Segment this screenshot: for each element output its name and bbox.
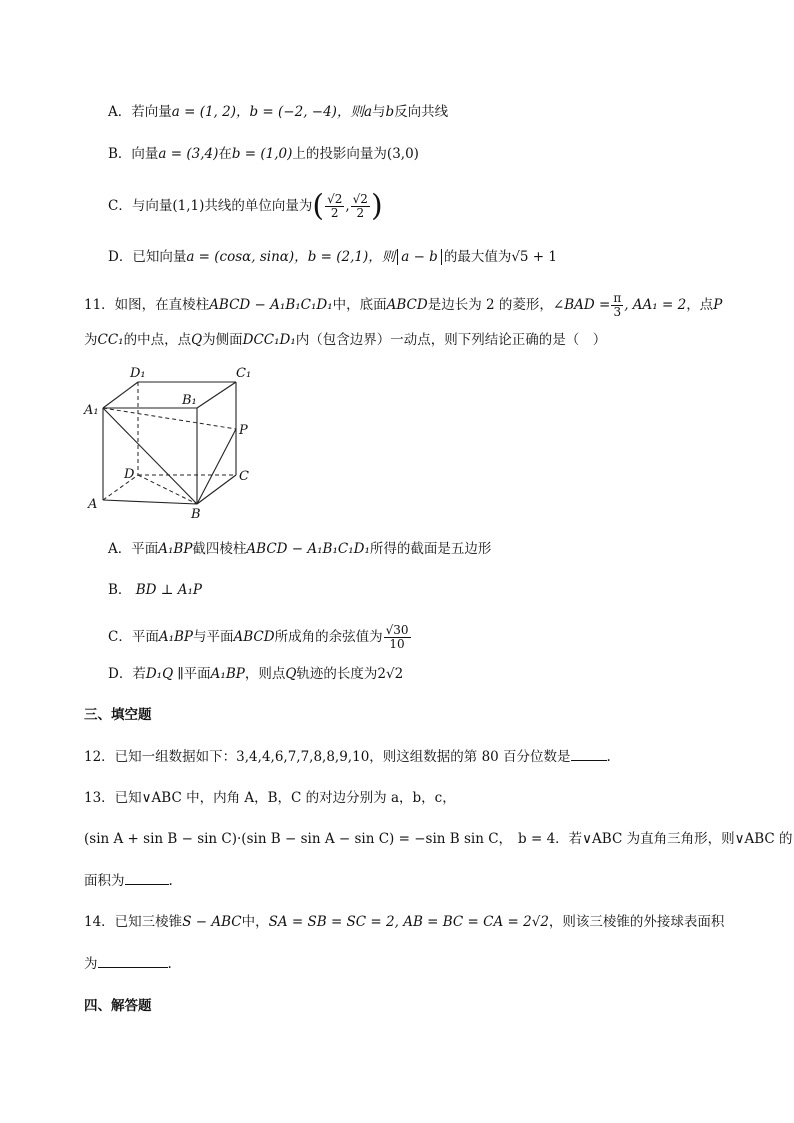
abs-value: a − b	[397, 249, 442, 265]
text: 向量	[131, 146, 159, 162]
text: 共线的单位向量为	[204, 198, 313, 214]
option-label: A．	[108, 541, 132, 557]
q13-line1: 13．已知∨ABC 中，内角 A，B，C 的对边分别为 a，b，c，	[84, 790, 456, 806]
fraction	[351, 193, 370, 220]
math: (sin A + sin B − sin C)·(sin B − sin A − sin C) = −sin B sin C，	[84, 831, 513, 847]
text: .	[167, 956, 172, 972]
text: ，点	[686, 297, 714, 313]
math: (1,1)	[172, 198, 205, 214]
math: b = 4．	[518, 831, 569, 847]
math: Q	[285, 666, 297, 682]
option-label: D．	[108, 249, 133, 265]
text: 与	[372, 104, 386, 120]
math: (3,0)	[386, 146, 419, 162]
text: 平面	[131, 541, 159, 557]
text: 为	[84, 332, 98, 348]
text: 平面	[131, 629, 159, 645]
fraction	[611, 292, 623, 319]
text: 面积为	[84, 873, 125, 889]
math: A₁BP	[158, 629, 194, 645]
math: A₁BP	[158, 541, 193, 557]
prism-figure	[80, 362, 260, 522]
fraction	[325, 193, 344, 220]
paren-left: (	[312, 188, 325, 224]
label-d1: D₁	[130, 366, 146, 381]
math: P	[713, 297, 723, 313]
text: 中，	[241, 914, 269, 930]
math: b = (2,1)，则	[307, 249, 396, 265]
segment-b-p	[197, 429, 236, 504]
denominator: 10	[389, 637, 405, 651]
answer-blank[interactable]	[125, 872, 169, 885]
math: , AA₁ = 2	[624, 297, 687, 313]
option-label: B．	[108, 582, 132, 598]
math: a = (cosα, sinα)，	[186, 249, 308, 265]
math: D₁Q ∥	[145, 666, 184, 682]
edge-a1-d1	[103, 382, 138, 408]
math: b	[385, 104, 395, 120]
label-a1: A₁	[84, 403, 99, 418]
segment-a1-p-hidden	[103, 408, 236, 429]
text: 若向量	[131, 104, 172, 120]
text: .	[606, 749, 611, 765]
label-c: C	[239, 469, 249, 484]
math: b = (1,0)	[231, 146, 293, 162]
answer-blank[interactable]	[571, 748, 607, 761]
text: 在	[218, 146, 232, 162]
math: A₁BP	[210, 666, 245, 682]
edge-c1-b1	[197, 382, 236, 408]
label-b: B	[191, 507, 201, 522]
comma: ,	[345, 198, 350, 214]
math: ABCD − A₁B₁C₁D₁	[209, 297, 333, 313]
label-c1: C₁	[236, 366, 252, 381]
section-heading-solutions: 四、解答题	[84, 998, 152, 1014]
q14-line2	[84, 954, 172, 974]
text: 所成角的余弦值为	[274, 629, 383, 645]
q13-line2	[84, 829, 793, 849]
denominator: 3	[613, 305, 622, 319]
text: 与向量	[131, 198, 173, 214]
math: Q	[191, 332, 203, 348]
text: 轨迹的长度为	[296, 666, 378, 682]
math: DCC₁D₁	[242, 332, 296, 348]
math: ABCD	[386, 297, 428, 313]
option-label: C．	[108, 629, 132, 645]
math: S − ABC	[182, 914, 242, 930]
option-label: A．	[108, 104, 132, 120]
text: 为侧面	[202, 332, 243, 348]
option-label: D．	[108, 666, 133, 682]
text: 若	[132, 666, 146, 682]
math: a = (1, 2)，	[171, 104, 250, 120]
math: CC₁	[97, 332, 124, 348]
numerator: √2	[327, 192, 343, 206]
text: 截四棱柱	[192, 541, 247, 557]
label-b1: B₁	[182, 393, 197, 408]
option-label: B．	[108, 146, 132, 162]
text: 反向共线	[394, 104, 449, 120]
question-text: 12．已知一组数据如下：3,4,4,6,7,7,8,8,9,10，则这组数据的第 80 百分位数是	[84, 749, 571, 765]
denominator: 2	[356, 206, 365, 220]
text: 已知向量	[132, 249, 187, 265]
numerator: √2	[352, 192, 368, 206]
q10-option-a	[108, 102, 448, 122]
math: 2√2	[377, 666, 404, 682]
section-heading-fill-in: 三、填空题	[84, 707, 152, 723]
math: ABCD	[233, 629, 275, 645]
q11-option-a	[108, 539, 491, 559]
q11-option-c	[108, 620, 412, 654]
numerator: √30	[385, 623, 409, 637]
math: ∠BAD =	[552, 297, 611, 313]
q11-option-d	[108, 664, 403, 684]
text: 上的投影向量为	[292, 146, 387, 162]
segment-d-b-hidden	[138, 475, 197, 504]
math: a = (3,4)	[158, 146, 219, 162]
q13-line3	[84, 871, 173, 891]
q10-option-d	[108, 247, 557, 267]
q10-option-c	[108, 187, 383, 225]
math: SA = SB = SC = 2, AB = BC = CA = 2√2	[268, 914, 549, 930]
text: 的中点，点	[123, 332, 192, 348]
text: ，则该三棱锥的外接球表面积	[548, 914, 725, 930]
text: 的最大值为	[443, 249, 512, 265]
text: 平面	[183, 666, 211, 682]
text: .	[168, 873, 173, 889]
q10-option-b	[108, 144, 419, 164]
text: 所得的截面是五边形	[369, 541, 492, 557]
text: 与平面	[193, 629, 234, 645]
label-a: A	[88, 497, 98, 512]
q11-line1	[84, 288, 722, 322]
math: b = (−2, −4)，则	[249, 104, 364, 120]
q11-line2	[84, 330, 606, 350]
denominator: 2	[330, 206, 339, 220]
fraction	[384, 624, 411, 651]
q14-line1	[84, 912, 724, 932]
text: 11．如图，在直棱柱	[84, 297, 210, 313]
option-label: C．	[108, 198, 132, 214]
q11-option-b	[108, 580, 202, 600]
edge-a-b	[103, 500, 197, 504]
text: 中，底面	[332, 297, 387, 313]
text: 是边长为 2 的菱形，	[427, 297, 553, 313]
text: 若∨ABC 为直角三角形，则∨ABC 的	[568, 831, 793, 847]
math: ABCD − A₁B₁C₁D₁	[246, 541, 370, 557]
paren-right: )	[370, 188, 383, 224]
text: 内（包含边界）一动点，则下列结论正确的是（ ）	[295, 332, 607, 348]
text: 14．已知三棱锥	[84, 914, 183, 930]
text: 为	[84, 956, 98, 972]
math: BD ⊥ A₁P	[135, 582, 202, 598]
answer-blank[interactable]	[98, 955, 168, 968]
math: √5 + 1	[511, 249, 558, 265]
math: a	[363, 104, 373, 120]
label-d: D	[124, 467, 135, 482]
label-p: P	[239, 423, 248, 438]
text: ，则点	[244, 666, 286, 682]
edge-b-c	[197, 475, 236, 504]
q12	[84, 747, 611, 767]
numerator: π	[613, 291, 622, 305]
